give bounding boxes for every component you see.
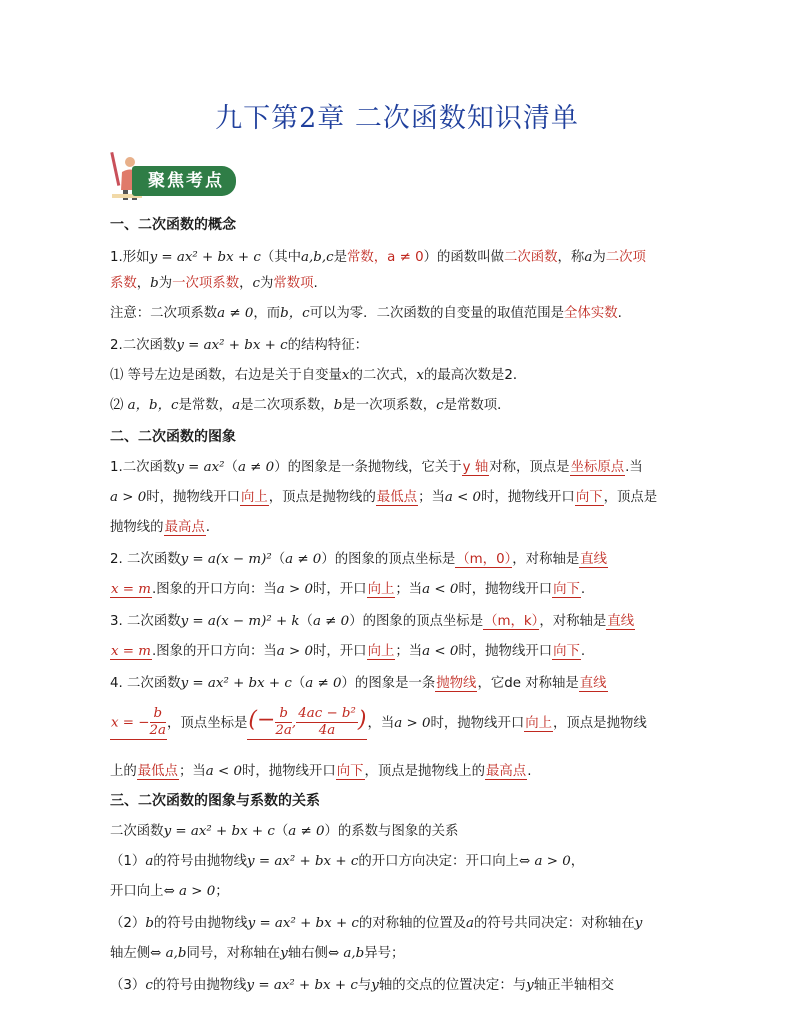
formula: c (145, 978, 153, 993)
highlight-term: 全体实数 (564, 306, 618, 321)
fill-in-answer: 向上 (367, 582, 395, 597)
text: ）的函数叫做 (423, 250, 504, 265)
text: 的符号由抛物线 (153, 916, 248, 931)
text: ，而 (253, 306, 281, 321)
highlight-term: 一次项系数 (172, 276, 240, 291)
text: 时，抛物线开口 (481, 490, 575, 505)
formula: a ≠ 0 (285, 552, 322, 567)
formula: a > 0 (276, 582, 314, 597)
section-badge (108, 150, 238, 202)
formula: a > 0 (276, 644, 314, 659)
text: ）的图象的顶点坐标是 (321, 552, 456, 567)
fill-in-answer: 抛物线 (436, 676, 477, 691)
formula: a,b,c (301, 250, 334, 265)
text: 1.二次函数 (110, 460, 177, 475)
s1-line-2 (110, 272, 318, 291)
denominator: 2a (149, 723, 167, 738)
text: ，顶点是抛物线的 (268, 490, 376, 505)
numerator: b (150, 706, 167, 723)
formula: y (634, 916, 643, 931)
s3-line-1 (110, 820, 458, 839)
text: 为 (592, 250, 606, 265)
formula: y = a(x − m)² (180, 552, 272, 567)
formula: ⇔ a,b (327, 946, 365, 961)
s3-line-2 (110, 850, 584, 869)
formula: a ≠ 0 (305, 676, 342, 691)
text: （1） (110, 854, 146, 869)
formula: y = ax² + bx + c (149, 250, 261, 265)
formula: a ≠ 0 (217, 306, 254, 321)
text: 的二次式， (349, 368, 417, 383)
formula: ⇔ a > 0 (519, 854, 571, 869)
s1-line-1 (110, 246, 646, 265)
text: . (313, 276, 318, 291)
text: 时，抛物线开口 (430, 716, 525, 731)
text: ，顶点是抛物线上的 (364, 764, 486, 779)
formula: c (252, 276, 260, 291)
fill-in-answer: 直线 (580, 552, 608, 567)
denominator: 4a (318, 723, 336, 738)
fill-in-answer: 向上 (367, 644, 395, 659)
fill-in-answer: y 轴 (462, 460, 489, 475)
text: ， (239, 276, 253, 291)
text: . (205, 520, 210, 535)
fraction (296, 706, 358, 739)
s1-line-4 (110, 364, 526, 383)
fill-in-answer: 向下 (553, 644, 580, 659)
formula: a ≠ 0 (237, 460, 275, 475)
text: .当 (625, 460, 643, 475)
section-heading-2: 二、二次函数的图象 (110, 429, 236, 445)
text: ）的图象是一条抛物线，它关于 (274, 460, 462, 475)
fill-in-answer: 向下 (575, 490, 603, 505)
s2-line-7 (110, 640, 585, 659)
formula: y = ax² (176, 460, 225, 475)
text: 的符号由抛物线 (152, 978, 247, 993)
formula: y = ax² + bx + c (247, 916, 359, 931)
formula: y (371, 978, 379, 993)
text: ，顶点是抛物线 (553, 716, 647, 731)
formula: b，c (280, 306, 310, 321)
text: ，对称轴是 (512, 552, 580, 567)
text: ；当 (395, 582, 423, 597)
paren: ) (357, 707, 367, 733)
text: （ (274, 824, 289, 839)
text: 的对称轴的位置及 (358, 916, 467, 931)
formula: x (416, 368, 424, 383)
text: ）的图象是一条 (341, 676, 436, 691)
formula: x (341, 368, 350, 383)
text: ，顶点是 (603, 490, 658, 505)
text: 为 (158, 276, 173, 291)
fill-in-answer: 向下 (553, 582, 580, 597)
text: （ (291, 676, 306, 691)
fill-in-answer: 最低点 (376, 490, 418, 505)
fill-in-answer: 向上 (525, 716, 553, 731)
s2-line-5 (110, 578, 585, 597)
formula: a (466, 916, 475, 931)
s2-line-8 (110, 672, 608, 691)
fill-in-answer: 直线 (607, 614, 635, 629)
text: （ (224, 460, 238, 475)
highlight-term: 常数，a ≠ 0 (347, 250, 424, 265)
text: ；当 (178, 764, 206, 779)
paren: (− (248, 707, 276, 733)
page-title: 九下第2章 二次函数知识清单 (215, 103, 579, 134)
s3-line-6 (110, 974, 614, 993)
section-heading-3: 三、二次函数的图象与系数的关系 (110, 793, 320, 809)
text: 同号，对称轴在 (186, 946, 281, 961)
fill-in-answer: 坐标原点 (570, 460, 625, 475)
text: 时，开口 (313, 582, 367, 597)
vertex-formula (247, 706, 367, 740)
fill-in-answer: 向上 (240, 490, 268, 505)
text: 时，抛物线开口 (241, 764, 336, 779)
text: 是常数项． (443, 398, 511, 413)
text: 2. 二次函数 (110, 552, 181, 567)
text: 1.形如 (110, 250, 150, 265)
text: 轴正半轴相交 (533, 978, 615, 993)
numerator: 4ac − b² (298, 706, 356, 721)
numerator: b (275, 706, 292, 723)
text: . (580, 582, 586, 597)
formula: b (333, 398, 343, 413)
text: （3） (110, 978, 146, 993)
s2-line-3 (110, 516, 210, 535)
formula: ⇔ a > 0 (163, 884, 216, 899)
formula: x = − (111, 715, 150, 731)
text: 时，开口 (313, 644, 367, 659)
text: 的结构特征： (287, 338, 368, 353)
highlight-term: 二次函数 (503, 250, 558, 265)
s3-line-4 (110, 912, 642, 931)
fill-in-answer: 最高点 (164, 520, 205, 535)
formula: y = ax² + bx + c (163, 824, 275, 839)
text: 注意：二次项系数 (110, 306, 218, 321)
text: ）的图象的顶点坐标是 (349, 614, 484, 629)
text: . (527, 764, 532, 779)
s2-line-9 (110, 702, 647, 746)
text: 时，抛物线开口 (146, 490, 240, 505)
text: 异号； (364, 946, 405, 961)
text: 为 (259, 276, 274, 291)
text: ；当 (418, 490, 445, 505)
formula: a < 0 (422, 644, 459, 659)
s2-line-1 (110, 456, 643, 475)
text: .图象的开口方向：当 (151, 644, 277, 659)
text: 抛物线的 (110, 520, 164, 535)
fill-in-answer: x = m (111, 582, 151, 597)
formula: b (150, 276, 159, 291)
formula: y (280, 946, 288, 961)
formula: a ≠ 0 (312, 614, 350, 629)
formula: a < 0 (444, 490, 482, 505)
text: 的最高次数是2． (423, 368, 527, 383)
s2-line-6 (110, 610, 635, 629)
formula: a (232, 398, 241, 413)
text: ； (215, 884, 229, 899)
text: 3. 二次函数 (110, 614, 181, 629)
badge-label: 聚焦考点 (132, 166, 236, 196)
text: 时，抛物线开口 (458, 644, 553, 659)
fraction (275, 706, 292, 739)
text: 轴左侧 (110, 946, 151, 961)
s2-line-10 (110, 760, 531, 779)
formula: y = ax² + bx + c (247, 854, 359, 869)
fill-in-answer: （m，0） (456, 552, 512, 567)
fill-in-answer: 向下 (336, 764, 364, 779)
text: 与 (357, 978, 372, 993)
section-heading-1: 一、二次函数的概念 (110, 217, 236, 233)
text: 上的 (110, 764, 137, 779)
text: （ (299, 614, 313, 629)
formula: y = ax² + bx + c (176, 338, 288, 353)
text: 是常数， (178, 398, 233, 413)
text: 2.二次函数 (110, 338, 177, 353)
formula: c (436, 398, 444, 413)
fill-in-answer: 最低点 (137, 764, 178, 779)
text: ，对称轴是 (539, 614, 607, 629)
text: 4. 二次函数 (110, 676, 181, 691)
text: ， (136, 276, 151, 291)
fill-in-answer: x = m (111, 644, 151, 659)
text: ；当 (395, 644, 423, 659)
highlight-term: 二次项 (605, 250, 646, 265)
comma: , (291, 715, 297, 731)
highlight-term: 常数项 (273, 276, 314, 291)
s1-note (110, 302, 622, 321)
text: 的开口方向决定：开口向上 (358, 854, 520, 869)
text: 的符号共同决定：对称轴在 (474, 916, 635, 931)
text: ，它de 对称轴是 (477, 676, 579, 691)
text: ）的系数与图象的关系 (324, 824, 459, 839)
text: ，当 (367, 716, 395, 731)
text: ，称 (557, 250, 585, 265)
formula: y = a(x − m)² + k (180, 614, 300, 629)
text: ， (570, 854, 585, 869)
text: 轴右侧 (287, 946, 328, 961)
text: 是二次项系数， (240, 398, 334, 413)
formula: y = ax² + bx + c (180, 676, 292, 691)
text: 对称，顶点是 (489, 460, 570, 475)
formula: a ≠ 0 (288, 824, 325, 839)
formula: a (584, 250, 593, 265)
text: （ (271, 552, 286, 567)
formula: a < 0 (205, 764, 242, 779)
text: 的符号由抛物线 (153, 854, 248, 869)
text: 开口向上 (110, 884, 164, 899)
text: ⑴ 等号左边是函数，右边是关于自变量 (110, 368, 342, 383)
text: ⑵ (110, 398, 128, 413)
formula: y = ax² + bx + c (246, 978, 358, 993)
s1-line-5 (110, 394, 511, 413)
axis-formula (110, 706, 167, 740)
fill-in-answer: 直线 (579, 676, 607, 691)
s2-line-2 (110, 486, 657, 505)
formula: a，b，c (127, 398, 179, 413)
text: 可以为零．二次函数的自变量的取值范围是 (309, 306, 565, 321)
formula: a (145, 854, 154, 869)
text: ，顶点坐标是 (167, 716, 248, 731)
text: .图象的开口方向：当 (151, 582, 277, 597)
text: 轴的交点的位置决定：与 (378, 978, 527, 993)
formula: ⇔ a,b (150, 946, 187, 961)
fill-in-answer: 最高点 (486, 764, 527, 779)
text: . (580, 644, 586, 659)
text: . (617, 306, 622, 321)
text: 是 (333, 250, 347, 265)
text: 是一次项系数， (342, 398, 437, 413)
text: 时，抛物线开口 (458, 582, 553, 597)
s2-line-4 (110, 548, 608, 567)
formula: a > 0 (394, 716, 431, 731)
highlight-term: 系数 (110, 276, 137, 291)
formula: y (526, 978, 534, 993)
text: （其中 (260, 250, 302, 265)
s3-line-3 (110, 880, 229, 899)
text: （2） (110, 916, 146, 931)
formula: a < 0 (422, 582, 459, 597)
formula: b (145, 916, 154, 931)
fraction (150, 706, 167, 739)
denominator: 2a (275, 723, 292, 738)
s1-line-3 (110, 334, 368, 353)
s3-line-5 (110, 942, 404, 961)
fill-in-answer: （m，k） (484, 614, 539, 629)
formula: a > 0 (110, 490, 147, 505)
text: 二次函数 (110, 824, 164, 839)
